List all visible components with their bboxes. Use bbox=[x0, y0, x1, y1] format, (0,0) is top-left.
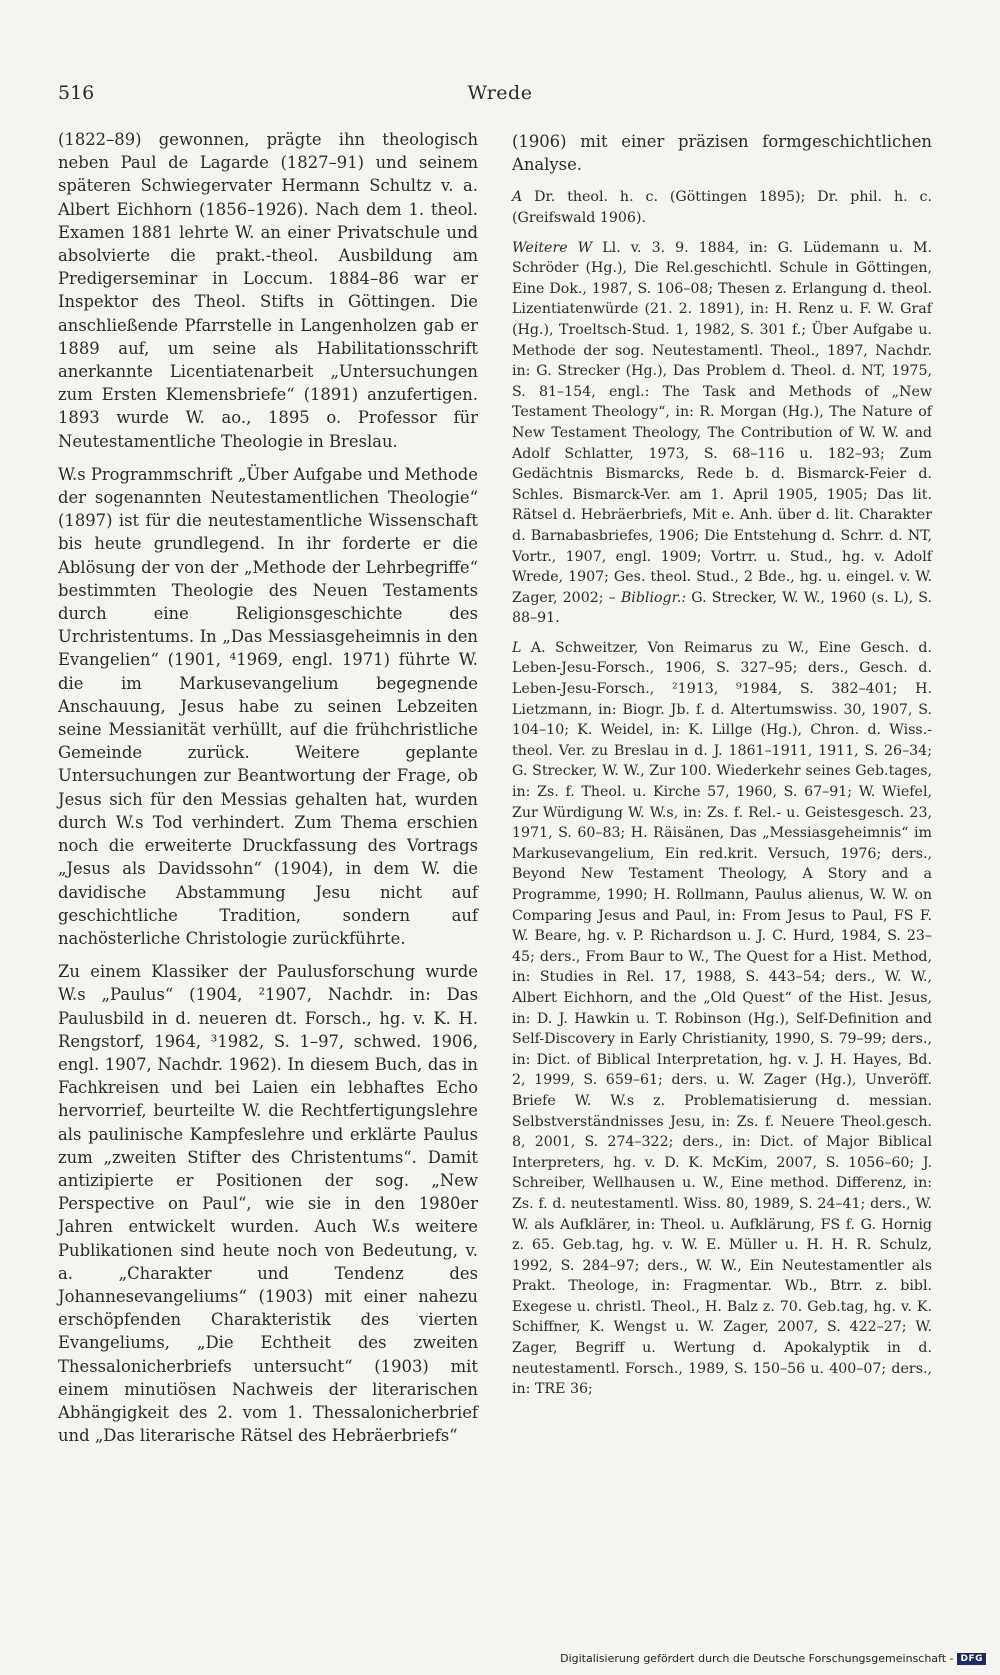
literature-tag: L bbox=[512, 639, 522, 656]
literature-entry bbox=[512, 638, 932, 1400]
paragraph-continuation: (1906) mit einer präzisen formgeschichtlichen Analyse. bbox=[512, 132, 932, 175]
left-column bbox=[58, 128, 478, 1457]
running-head: Wrede bbox=[467, 82, 533, 104]
paragraph-biography: (1822–89) gewonnen, prägte ihn theologisch neben Paul de Lagarde (1827–91) und seinem späteren Schwiegervater Hermann Schultz v. a. Albert Eichhorn (1856–1926). Nach dem 1. theol. Examen 1881 lehrte W. an einer Privatschule und absolvierte die prakt.-theol. Ausbildung am Predigerseminar in Loccum. 1884–86 war er Inspektor des Theol. Stifts in Göttingen. Die anschließende Pfarrstelle in Langenholzen gab er 1889 auf, um seine als Habilitationsschrift anerkannte Licentiatenarbeit „Untersuchungen zum Ersten Klemensbriefe“ (1891) anzufertigen. 1893 wurde W. ao., 1895 o. Professor für Neutestamentliche Theologie in Breslau. bbox=[58, 130, 478, 451]
awards-tag: A bbox=[512, 189, 523, 206]
right-column bbox=[512, 130, 932, 1409]
works-entry bbox=[512, 238, 932, 629]
awards-text: Dr. theol. h. c. (Göttingen 1895); Dr. phil. h. c. (Greifswald 1906). bbox=[512, 189, 932, 226]
page-number: 516 bbox=[58, 82, 95, 104]
credit-text: Digitalisierung gefördert durch die Deutsche Forschungsgemeinschaft - bbox=[560, 1652, 954, 1665]
bibliography-tag: Bibliogr.: bbox=[615, 589, 687, 606]
literature-text: A. Schweitzer, Von Reimarus zu W., Eine Gesch. d. Leben-Jesu-Forsch., 1906, S. 327–95; ders., Gesch. d. Leben-Jesu-Forsch., ²1913, ⁹1984, S. 382–401; H. Lietzmann, in: Biogr. Jb. f. d. Altertumswiss. 30, 1907, S. 104–10; K. Weidel, in: K. Lillge (Hg.), Chron. d. Wiss.-theol. Ver. zu Breslau in d. J. 1861–1911, 1911, S. 26–34; G. Strecker, W. W., Zur 100. Wiederkehr seines Geb.tages, in: Zs. f. Theol. u. Kirche 57, 1960, S. 67–91; W. Wiefel, Zur Würdigung W. W.s, in: Zs. f. Rel.- u. Geistesgesch. 23, 1971, S. 60–83; H. Räisänen, Das „Messiasgeheimnis“ im Markusevangelium, Ein red.krit. Versuch, 1976; ders., Beyond New Testament Theology, A Story and a Programme, 1990; H. Rollmann, Paulus alienus, W. W. on Comparing Jesus and Paul, in: From Jesus to Paul, FS F. W. Beare, hg. v. P. Richardson u. J. C. Hurd, 1984, S. 23–45; ders., From Baur to W., The Quest for a Hist. Method, in: Studies in Rel. 17, 1988, S. 443–54; ders., W. W., Albert Eichhorn, and the „Old Quest“ of the Hist. Jesus, in: D. J. Hawkin u. T. Robinson (Hg.), Self-Definition and Self-Discovery in Early Christianity, 1990, S. 79–99; ders., in: Dict. of Biblical Interpretation, hg. v. J. H. Hayes, Bd. 2, 1999, S. 659–61; ders. u. W. Zager (Hg.), Unveröff. Briefe W. W.s z. Problematisierung d. messian. Selbstverständnisses Jesu, in: Zs. f. Neuere Theol.gesch. 8, 2001, S. 274–322; ders., in: Dict. of Major Biblical Interpreters, hg. v. D. K. McKim, 2007, S. 1056–60; J. Schreiber, Wellhausen u. W., Eine method. Differenz, in: Zs. f. d. neutestamentl. Wiss. 80, 1989, S. 24–41; ders., W. W. als Aufklärer, in: Theol. u. Aufklärung, FS f. G. Hornig z. 65. Geb.tag, hg. v. W. E. Müller u. H. H. R. Schulz, 1992, S. 284–97; ders., W. W., Ein Neutestamentler als Prakt. Theologe, in: Fragmentar. Wb., Btrr. z. bibl. Exegese u. christl. Theol., H. Balz z. 70. Geb.tag, hg. v. K. Schiffner, K. Wengst u. W. Zager, 2007, S. 422–27; W. Zager, Begriff u. Wertung d. Apokalyptik in d. neutestamentl. Forsch., 1989, S. 150–56 u. 400–07; ders., in: TRE 36; bbox=[512, 639, 932, 1398]
works-tag: Weitere W bbox=[512, 239, 593, 256]
paragraph-paulus: Zu einem Klassiker der Paulusforschung wurde W.s „Paulus“ (1904, ²1907, Nachdr. in: Das Paulusbild in d. neueren dt. Forsch., hg. v. K. H. Rengstorf, 1964, ³1982, S. 1–97, schwed. 1906, engl. 1907, Nachdr. 1962). In diesem Buch, das in Fachkreisen und bei Laien ein lebhaftes Echo hervorrief, beurteilte W. die Rechtfertigungslehre als paulinische Kampfeslehre und erklärte Paulus zum „zweiten Stifter des Christentums“. Damit antizipierte er Positionen der sog. „New Perspective on Paul“, wie sie in den 1980er Jahren entwickelt wurden. Auch W.s weitere Publikationen sind heute noch von Bedeutung, v. a. „Charakter und Tendenz des Johannesevangeliums“ (1903) mit einer nahezu erschöpfenden Charakteristik des vierten Evangeliums, „Die Echtheit des zweiten Thessalonicherbriefs untersucht“ (1903) mit einem minutiösen Nachweis der literarischen Abhängigkeit des 2. vom 1. Thessalonicherbrief und „Das literarische Rätsel des Hebräerbriefs“ bbox=[58, 962, 478, 1446]
digitization-credit bbox=[560, 1652, 986, 1665]
bibliography-text: G. Strecker, W. W., 1960 (s. L), S. 88–91. bbox=[512, 589, 933, 627]
awards-entry bbox=[512, 187, 932, 228]
dfg-logo: DFG bbox=[957, 1653, 986, 1665]
paragraph-programmschrift: W.s Programmschrift „Über Aufgabe und Methode der sogenannten Neutestamentlichen Theologie“ (1897) ist für die neutestamentliche Wissenschaft bis heute grundlegend. In ihr forderte er die Ablösung der von der „Methode der Lehrbegriffe“ bestimmten Theologie des Neuen Testaments durch eine Religionsgeschichte des Urchristentums. In „Das Messiasgeheimnis in den Evangelien“ (1901, ⁴1969, engl. 1971) führte W. die im Markusevangelium begegnende Anschauung, Jesus habe zu seinen Lebzeiten seine Messianität verhüllt, auf die frühchristliche Gemeinde zurück. Weitere geplante Untersuchungen zur Beantwortung der Frage, ob Jesus sich für den Messias gehalten hat, wurden durch W.s Tod verhindert. Zum Thema erschien noch die erweiterte Druckfassung des Vortrags „Jesus als Davidssohn“ (1904), in dem W. die davidische Abstammung Jesu nicht auf geschichtliche Tradition, sondern auf nachösterliche Christologie zurückführte. bbox=[58, 464, 478, 948]
works-text: Ll. v. 3. 9. 1884, in: G. Lüdemann u. M. Schröder (Hg.), Die Rel.geschichtl. Schule in Göttingen, Eine Dok., 1987, S. 106–08; Thesen z. Erlangung d. theol. Lizentiatenwürde (21. 2. 1891), in: H. Renz u. F. W. Graf (Hg.), Troeltsch-Stud. 1, 1982, S. 301 f.; Über Aufgabe u. Methode der sog. Neutestamentl. Theol., 1897, Nachdr. in: G. Strecker (Hg.), Das Problem d. Theol. d. NT, 1975, S. 81–154, engl.: The Task and Methods of „New Testament Theology“, in: R. Morgan (Hg.), The Nature of New Testament Theology, The Contribution of W. W. and Adolf Schlatter, 1973, S. 68–116 u. 182–93; Zum Gedächtnis Bismarcks, Rede b. d. Bismarck-Feier d. Schles. Bismarck-Ver. am 1. April 1905, 1905; Das lit. Rätsel d. Hebräerbriefs, Mit e. Anh. über d. lit. Charakter d. Barnabasbriefes, 1906; Die Entstehung d. Schrr. d. NT, Vortr., 1907, engl. 1909; Vortrr. u. Stud., hg. v. Adolf Wrede, 1907; Ges. theol. Stud., 2 Bde., hg. u. eingel. v. W. Zager, 2002; – bbox=[512, 239, 933, 606]
